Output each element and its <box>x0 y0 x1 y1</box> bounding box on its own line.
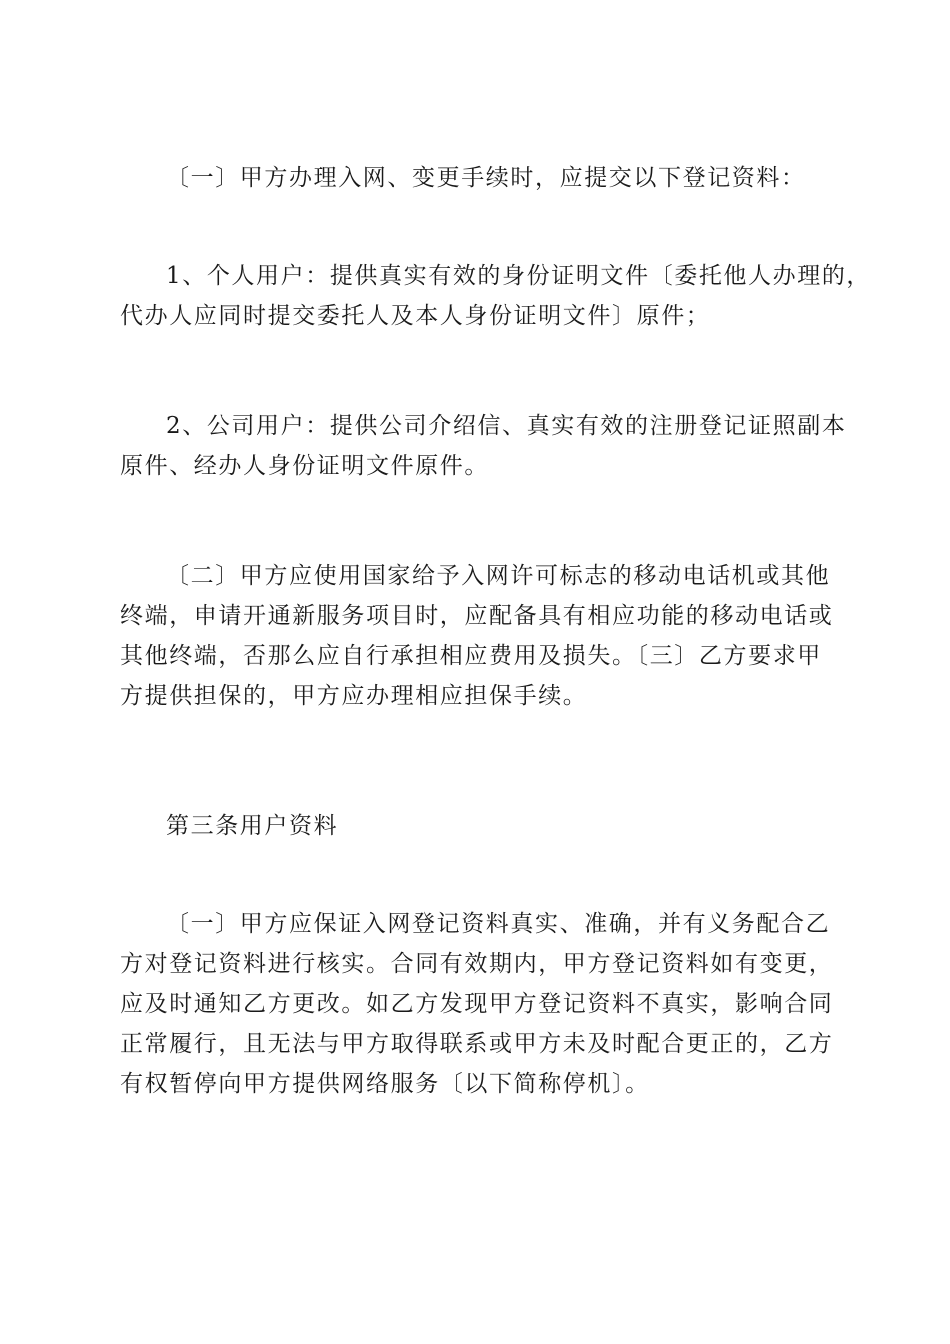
text-line: 方提供担保的，甲方应办理相应担保手续。 <box>120 683 588 709</box>
text-line: 正常履行，且无法与甲方取得联系或甲方未及时配合更正的，乙方 <box>120 1031 834 1057</box>
text-line: 〔一〕甲方办理入网、变更手续时，应提交以下登记资料： <box>166 165 806 191</box>
text-line: 2、公司用户：提供公司介绍信、真实有效的注册登记证照副本 <box>166 413 847 439</box>
paragraph-individual-user <box>120 256 872 336</box>
paragraph-company-user <box>120 406 847 486</box>
text-line: 〔二〕甲方应使用国家给予入网许可标志的移动电话机或其他 <box>166 563 831 589</box>
text-line: 有权暂停向甲方提供网络服务〔以下简称停机〕。 <box>120 1071 650 1097</box>
text-line: 代办人应同时提交委托人及本人身份证明文件〕原件； <box>120 303 711 329</box>
text-line: 应及时通知乙方更改。如乙方发现甲方登记资料不真实，影响合同 <box>120 991 834 1017</box>
section-heading-article-3 <box>120 806 832 846</box>
paragraph-user-data-accuracy <box>120 904 832 1104</box>
text-line: 原件、经办人身份证明文件原件。 <box>120 453 489 479</box>
text-line: 方对登记资料进行核实。合同有效期内，甲方登记资料如有变更， <box>120 951 834 977</box>
paragraph-registration-materials <box>120 158 832 198</box>
text-line: 1、个人用户：提供真实有效的身份证明文件〔委托他人办理的， <box>166 263 872 289</box>
section-heading: 第三条用户资料 <box>166 813 339 839</box>
text-line: 〔一〕甲方应保证入网登记资料真实、准确，并有义务配合乙 <box>166 911 831 937</box>
text-line: 其他终端，否那么应自行承担相应费用及损失。〔三〕乙方要求甲 <box>120 643 822 669</box>
text-line: 终端，申请开通新服务项目时，应配备具有相应功能的移动电话或 <box>120 603 834 629</box>
paragraph-terminal-and-guarantee <box>120 556 832 716</box>
